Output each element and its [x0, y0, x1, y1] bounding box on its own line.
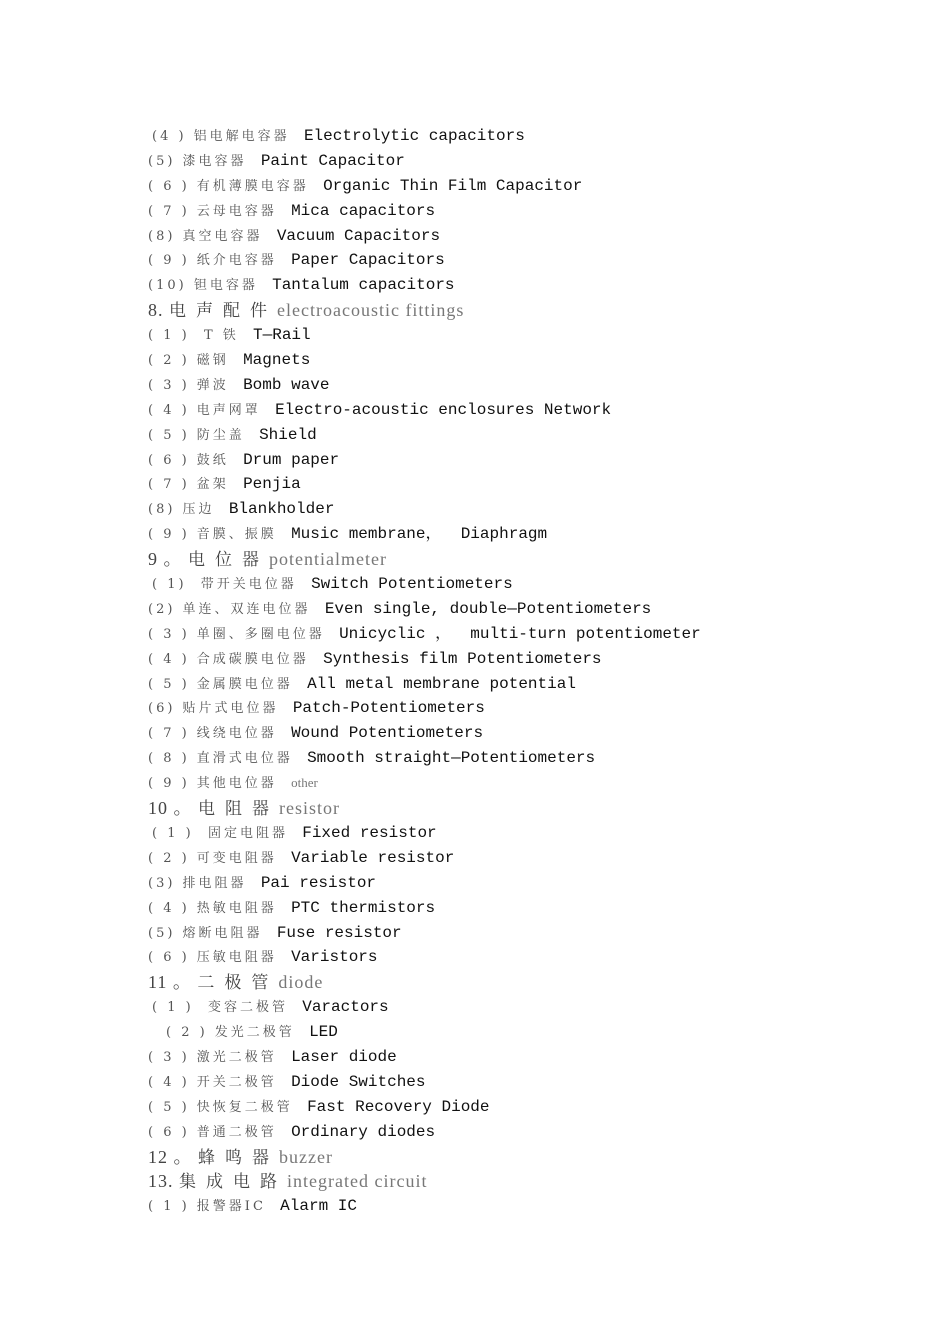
- item-label-en: Fuse resistor: [276, 923, 402, 942]
- item-label-zh: (8) 真空电容器: [148, 228, 277, 244]
- item-label-zh: ( 6 ) 有机薄膜电容器: [148, 178, 324, 194]
- list-item: [148, 746, 908, 771]
- section-number: 11 。: [148, 972, 198, 993]
- item-label-en: Fast Recovery Diode: [307, 1097, 490, 1116]
- item-label-en: Organic Thin Film Capacitor: [323, 176, 583, 195]
- list-item: [148, 1045, 908, 1070]
- item-label-en: Electrolytic capacitors: [303, 127, 525, 145]
- list-item: [148, 1095, 908, 1120]
- section-title-zh: 蜂鸣器: [198, 1147, 279, 1168]
- item-label-zh: ( 9 ) 纸介电容器: [148, 253, 292, 269]
- item-label-en: other: [291, 775, 318, 791]
- item-label-en: Blankholder: [228, 500, 335, 519]
- item-label-en: Magnets: [243, 351, 311, 370]
- list-item: [148, 945, 908, 970]
- list-item: [148, 821, 908, 846]
- list-item: [148, 522, 908, 547]
- item-label-zh: ( 5 ) 金属膜电位器: [148, 676, 308, 692]
- list-item: [148, 149, 908, 174]
- list-item: [148, 373, 908, 398]
- item-label-en: Unicyclic ， multi-turn potentiometer: [339, 624, 701, 643]
- section-title-en: potentialmeter: [269, 549, 387, 570]
- list-item: [148, 348, 908, 373]
- item-label-en: Shield: [259, 425, 317, 444]
- item-label-zh: ( 4 ) 开关二极管: [148, 1074, 292, 1090]
- item-label-zh: (5) 漆电容器: [148, 153, 261, 169]
- item-label-zh: ( 9 ) 音膜、振膜: [148, 527, 292, 543]
- item-label-en: Drum paper: [243, 450, 340, 469]
- item-label-zh: (8) 压边: [148, 502, 229, 518]
- item-label-en: Tantalum capacitors: [272, 276, 455, 295]
- list-item: [148, 846, 908, 871]
- item-label-en: LED: [309, 1023, 338, 1042]
- item-label-zh: (6) 贴片式电位器: [148, 701, 293, 717]
- list-item: [148, 1070, 908, 1095]
- item-label-zh: ( 4 ) 电声网罩: [148, 402, 276, 418]
- item-label-en: Fixed resistor: [302, 823, 437, 842]
- section-heading: [148, 1169, 908, 1194]
- list-item: [148, 647, 908, 672]
- list-item: [148, 871, 908, 896]
- list-item: [148, 174, 908, 199]
- item-label-en: Penjia: [243, 475, 301, 494]
- list-item: [148, 771, 908, 796]
- list-item: [148, 1020, 908, 1045]
- item-label-en: Pai resistor: [260, 873, 377, 892]
- list-item: [148, 696, 908, 721]
- list-item: [148, 423, 908, 448]
- item-label-en: T—Rail: [253, 326, 311, 345]
- section-number: 8.: [148, 300, 169, 321]
- list-item: [148, 497, 908, 522]
- item-label-en: Music membrane， Diaphragm: [291, 525, 548, 544]
- section-title-en: electroacoustic fittings: [277, 300, 465, 321]
- item-label-en: Varactors: [302, 998, 389, 1017]
- list-item: [148, 323, 908, 348]
- item-label-en: Paint Capacitor: [260, 151, 405, 170]
- section-number: 9 。: [148, 549, 188, 570]
- list-item: [148, 448, 908, 473]
- item-label-zh: ( 4 ) 热敏电阻器: [148, 900, 292, 916]
- item-label-zh: ( 1 ) 固定电阻器: [152, 825, 303, 841]
- item-label-zh: ( 4 ) 合成碳膜电位器: [148, 651, 324, 667]
- section-title-zh: 二极管: [197, 973, 279, 994]
- item-label-en: Diode Switches: [291, 1072, 426, 1091]
- list-item: [148, 622, 908, 647]
- list-item: [148, 1120, 908, 1145]
- section-title-en: resistor: [279, 798, 340, 819]
- section-title-zh: 电声配件: [169, 301, 277, 322]
- section-number: 12 。: [148, 1146, 198, 1167]
- item-label-zh: ( 5 ) 快恢复二极管: [148, 1099, 308, 1115]
- section-heading: [148, 1145, 908, 1170]
- section-title-en: integrated circuit: [287, 1171, 428, 1192]
- item-label-en: Vacuum Capacitors: [276, 226, 441, 245]
- item-label-zh: ( 3 ) 单圈、多圈电位器: [148, 626, 340, 642]
- item-label-en: Laser diode: [291, 1047, 397, 1066]
- item-label-en: Bomb wave: [243, 375, 330, 394]
- item-label-zh: ( 2 ) 可变电阻器: [148, 850, 292, 866]
- item-label-en: Smooth straight—Potentiometers: [307, 749, 596, 768]
- item-label-zh: ( 6 ) 普通二极管: [148, 1124, 292, 1140]
- item-label-zh: ( 7 ) 云母电容器: [148, 203, 292, 219]
- section-heading: [148, 970, 908, 995]
- item-label-en: Varistors: [291, 948, 378, 967]
- item-label-zh: ( 6 ) 鼓纸: [148, 452, 244, 468]
- item-label-zh: ( 9 ) 其他电位器: [148, 776, 292, 792]
- section-heading: [148, 547, 908, 572]
- item-label-en: All metal membrane potential: [307, 674, 576, 693]
- item-label-zh: ( 1 ) 报警器IC: [148, 1199, 281, 1215]
- section-title-en: diode: [278, 972, 324, 993]
- item-label-en: Electro-acoustic enclosures Network: [275, 400, 612, 419]
- section-heading: [148, 796, 908, 821]
- item-label-en: Alarm IC: [280, 1197, 357, 1216]
- item-label-zh: ( 2 ) 磁钢: [148, 353, 244, 369]
- list-item: [148, 721, 908, 746]
- list-item: [148, 124, 908, 149]
- list-item: [148, 224, 908, 249]
- section-number: 10 。: [148, 798, 198, 819]
- item-label-en: PTC thermistors: [291, 898, 436, 917]
- item-label-en: Mica capacitors: [291, 201, 436, 220]
- list-item: [148, 398, 908, 423]
- item-label-zh: ( 5 ) 防尘盖: [148, 427, 260, 443]
- item-label-en: Switch Potentiometers: [311, 575, 513, 594]
- list-item: [148, 921, 908, 946]
- item-label-zh: ( 3 ) 弹波: [148, 377, 244, 393]
- item-label-zh: ( 1 ) T 铁: [148, 328, 254, 344]
- section-title-zh: 集成电路: [179, 1172, 287, 1193]
- item-label-en: Wound Potentiometers: [291, 724, 484, 743]
- item-label-en: Ordinary diodes: [291, 1122, 436, 1141]
- section-title-en: buzzer: [279, 1146, 333, 1167]
- item-label-zh: ( 8 ) 直滑式电位器: [148, 751, 308, 767]
- item-label-zh: (3) 排电阻器: [148, 875, 261, 891]
- item-label-zh: ( 7 ) 盆架: [148, 477, 244, 493]
- list-item: [148, 896, 908, 921]
- item-label-zh: ( 1) 带开关电位器: [152, 577, 312, 593]
- item-label-zh: (4 ) 铝电解电容器: [152, 129, 304, 144]
- item-label-zh: ( 1 ) 变容二极管: [152, 1000, 303, 1016]
- list-item: [148, 995, 908, 1020]
- item-label-zh: ( 7 ) 线绕电位器: [148, 726, 292, 742]
- item-label-zh: (5) 熔断电阻器: [148, 925, 277, 941]
- list-item: [148, 1194, 908, 1219]
- item-label-zh: (2) 单连、双连电位器: [148, 601, 325, 617]
- section-number: 13.: [148, 1171, 179, 1192]
- list-item: [148, 472, 908, 497]
- list-item: [148, 199, 908, 224]
- item-label-en: Variable resistor: [291, 848, 455, 867]
- list-item: [148, 273, 908, 298]
- item-label-en: Paper Capacitors: [291, 251, 445, 270]
- document-body: [148, 124, 908, 1219]
- section-title-zh: 电位器: [188, 550, 269, 571]
- item-label-zh: ( 3 ) 激光二极管: [148, 1049, 292, 1065]
- section-heading: [148, 298, 908, 323]
- item-label-en: Patch-Potentiometers: [292, 699, 485, 718]
- item-label-zh: (10) 钽电容器: [148, 278, 273, 294]
- item-label-en: Synthesis film Potentiometers: [323, 649, 602, 668]
- item-label-zh: ( 2 ) 发光二极管: [166, 1025, 310, 1041]
- list-item: [148, 672, 908, 697]
- list-item: [148, 572, 908, 597]
- section-title-zh: 电阻器: [198, 799, 279, 820]
- item-label-zh: ( 6 ) 压敏电阻器: [148, 950, 292, 966]
- item-label-en: Even single, double—Potentiometers: [324, 599, 652, 618]
- list-item: [148, 248, 908, 273]
- list-item: [148, 597, 908, 622]
